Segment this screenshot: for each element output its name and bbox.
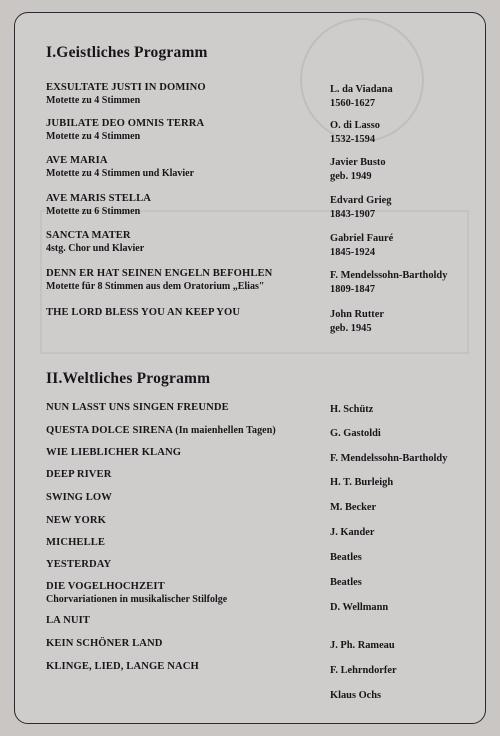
work-subtitle: Motette zu 6 Stimmen (46, 206, 141, 217)
secular-composer-10: J. Ph. Rameau (330, 640, 395, 651)
composer-name: John Rutter (330, 309, 384, 320)
secular-composer-4: H. T. Burleigh (330, 477, 394, 488)
composer-dates: 1809-1847 (330, 284, 376, 295)
secular-title-10: LA NUIT (46, 615, 90, 626)
secular-heading: II.Weltliches Programm (46, 370, 211, 387)
secular-title-4: DEEP RIVER (46, 469, 112, 480)
secular-composer-12: Klaus Ochs (330, 690, 382, 701)
secular-composer-1: H. Schütz (330, 404, 374, 415)
work-title: THE LORD BLESS YOU AN KEEP YOU (46, 307, 241, 318)
secular-subtitle-9: Chorvariationen in musikalischer Stilfolge (46, 594, 228, 605)
secular-title-9: DIE VOGELHOCHZEIT (46, 581, 165, 592)
secular-title-text: QUESTA DOLCE SIRENA (46, 425, 173, 436)
composer-name: F. Mendelssohn-Bartholdy (330, 270, 448, 281)
composer-name: Edvard Grieg (330, 195, 392, 206)
work-title: AVE MARIS STELLA (46, 193, 152, 204)
secular-composer-3: F. Mendelssohn-Bartholdy (330, 453, 448, 464)
work-subtitle: Motette für 8 Stimmen aus dem Oratorium „Elias" (46, 281, 265, 292)
secular-title-8: YESTERDAY (46, 559, 112, 570)
work-title: JUBILATE DEO OMNIS TERRA (46, 118, 205, 129)
work-title: AVE MARIA (46, 155, 108, 166)
secular-composer-9: D. Wellmann (330, 602, 389, 613)
composer-name: Javier Busto (330, 157, 386, 168)
composer-name: L. da Viadana (330, 84, 393, 95)
work-subtitle: Motette zu 4 Stimmen (46, 95, 141, 106)
work-subtitle: Motette zu 4 Stimmen und Klavier (46, 168, 195, 179)
composer-dates: 1845-1924 (330, 247, 376, 258)
secular-title-6: NEW YORK (46, 515, 106, 526)
work-subtitle: 4stg. Chor und Klavier (46, 243, 145, 254)
secular-title-7: MICHELLE (46, 537, 106, 548)
secular-composer-5: M. Becker (330, 502, 377, 513)
composer-dates: 1532-1594 (330, 134, 376, 145)
secular-title-3: WIE LIEBLICHER KLANG (46, 447, 182, 458)
composer-dates: geb. 1945 (330, 323, 372, 334)
work-subtitle: Motette zu 4 Stimmen (46, 131, 141, 142)
composer-name: O. di Lasso (330, 120, 380, 131)
composer-dates: 1560-1627 (330, 98, 376, 109)
secular-title-5: SWING LOW (46, 492, 112, 503)
secular-title-2 (46, 425, 276, 436)
composer-dates: geb. 1949 (330, 171, 372, 182)
secular-title-extra: (In maienhellen Tagen) (175, 425, 276, 436)
work-title: DENN ER HAT SEINEN ENGELN BEFOHLEN (46, 268, 273, 279)
secular-composer-2: G. Gastoldi (330, 428, 381, 439)
work-title: EXSULTATE JUSTI IN DOMINO (46, 82, 206, 93)
secular-title-12: KLINGE, LIED, LANGE NACH (46, 661, 199, 672)
composer-name: Gabriel Fauré (330, 233, 394, 244)
secular-composer-8: Beatles (330, 577, 362, 588)
secular-title-1: NUN LASST UNS SINGEN FREUNDE (46, 402, 229, 413)
work-title: SANCTA MATER (46, 230, 131, 241)
composer-dates: 1843-1907 (330, 209, 376, 220)
sacred-heading: I.Geistliches Programm (46, 44, 208, 61)
secular-title-11: KEIN SCHÖNER LAND (46, 638, 163, 649)
secular-composer-7: Beatles (330, 552, 362, 563)
secular-composer-11: F. Lehrndorfer (330, 665, 397, 676)
secular-composer-6: J. Kander (330, 527, 375, 538)
